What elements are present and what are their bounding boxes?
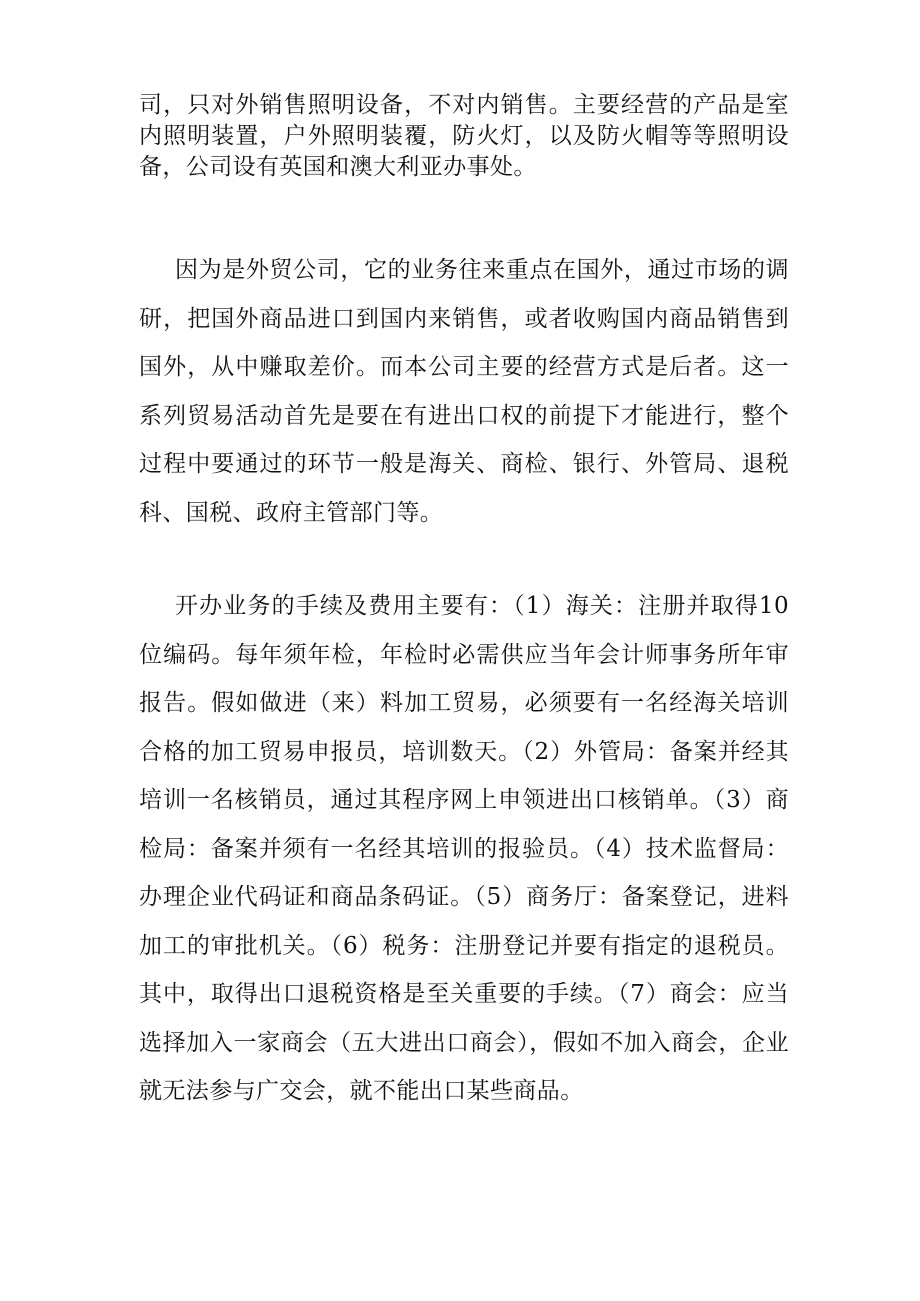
paragraph-trade-business: 因为是外贸公司，它的业务往来重点在国外，通过市场的调研，把国外商品进口到国内来销售，或者收购国内商品销售到国外，从中赚取差价。而本公司主要的经营方式是后者。这一系列贸易活动首先是要在有进出口权的前提下才能进行，整个过程中要通过的环节一般是海关、商检、银行、外管局、退税科、国税、政府主管部门等。 — [139, 257, 789, 526]
paragraph-company-overview: 司，只对外销售照明设备，不对内销售。主要经营的产品是室内照明装置，户外照明装覆，防火灯，以及防火帽等等照明设备，公司设有英国和澳大利亚办事处。 — [139, 92, 789, 180]
paragraph-business-procedures: 开办业务的手续及费用主要有：（1）海关：注册并取得10位编码。每年须年检，年检时必需供应当年会计师事务所年审报告。假如做进（来）料加工贸易，必须要有一名经海关培训合格的加工贸易申报员，培训数天。（2）外管局：备案并经其培训一名核销员，通过其程序网上申领进出口核销单。（3）商检局：备案并须有一名经其培训的报验员。（4）技术监督局：办理企业代码证和商品条码证。（5）商务厅：备案登记，进料加工的审批机关。（6）税务：注册登记并要有指定的退税员。其中，取得出口退税资格是至关重要的手续。（7）商会：应当选择加入一家商会（五大进出口商会），假如不加入商会，企业就无法参与广交会，就不能出口某些商品。 — [139, 593, 789, 1104]
